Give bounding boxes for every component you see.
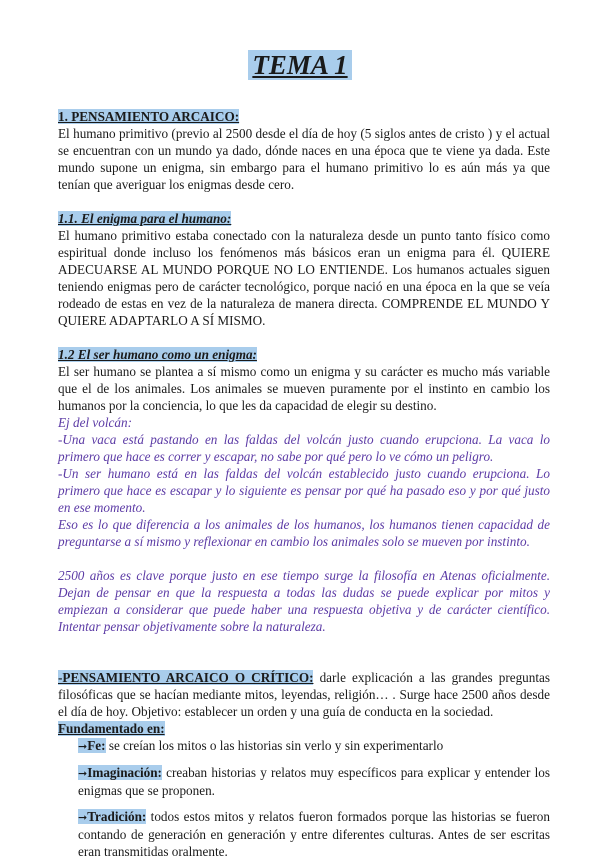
section-1-2-body: El ser humano se plantea a sí mismo como un enigma y su carácter es mucho más variable que el de los animales. Los animales se mueven puramente por el instinto en cambio los humanos por la conciencia, lo que les da capacidad de elegir su destino.	[58, 364, 550, 413]
fe-text: se creían los mitos o las historias sin verlo y sin experimentarlo	[105, 738, 444, 753]
based-on-heading: Fundamentado en:	[58, 721, 165, 736]
list-item-fe	[58, 737, 550, 755]
section-1-1-body: El humano primitivo estaba conectado con la naturaleza desde un punto tanto físico como espiritual donde incluso los fenómenos más básicos eran un enigma para él. QUIERE ADECUARSE AL MUNDO PORQUE NO LO ENTIENDE. Los humanos actuales siguen teniendo enigmas pero de carácter tecnológico, porque nació en una época en la que se veía rodeado de estas en vez de la naturaleza de manera directa. COMPRENDE EL MUNDO Y QUIERE ADAPTARLO A SÍ MISMO.	[58, 228, 550, 328]
example-cow: -Una vaca está pastando en las faldas del volcán justo cuando erupciona. La vaca lo primero que hace es correr y escapar, no sabe por qué pero lo ve cómo un peligro.	[58, 432, 550, 464]
section-2-heading: -PENSAMIENTO ARCAICO O CRÍTICO:	[58, 670, 314, 685]
list-item-imaginacion	[58, 764, 550, 799]
page-title: TEMA 1	[248, 50, 351, 80]
section-1	[58, 108, 550, 193]
imaginacion-text: creaban historias y relatos muy específicos para explicar y entender los enigmas que se proponen.	[78, 765, 550, 798]
section-1-heading: 1. PENSAMIENTO ARCAICO:	[58, 109, 240, 124]
section-2-paragraph	[58, 669, 550, 720]
section-1-2-heading: 1.2 El ser humano como un enigma:	[58, 347, 257, 362]
imaginacion-lead	[78, 765, 162, 780]
example-title: Ej del volcán:	[58, 415, 132, 430]
arrow-right-icon: ➞	[78, 740, 88, 753]
section-1-1	[58, 210, 550, 329]
document-content	[58, 108, 550, 860]
list-item-tradicion	[58, 808, 550, 860]
imaginacion-label: Imaginación:	[87, 765, 162, 780]
philosophy-note: 2500 años es clave porque justo en ese tiempo surge la filosofía en Atenas oficialmente. Dejan de pensar en que la respuesta a todas las dudas se puede explicar por mitos y empiezan a considerar que puede haber una respuesta objetiva y de carácter científico. Intentar pensar objetivamente sobre la naturaleza.	[58, 568, 550, 634]
example-conclusion: Eso es lo que diferencia a los animales de los humanos, los humanos tienen capacidad de preguntarse a sí mismo y reflexionar en cambio los animales solo se mueven por instinto.	[58, 517, 550, 549]
tradicion-lead	[78, 809, 146, 824]
title-wrap	[0, 0, 600, 88]
example-human: -Un ser humano está en las faldas del volcán establecido justo cuando erupciona. Lo primero que hace es escapar y lo siguiente es pensar por qué ha pasado eso y por qué justo en ese momento.	[58, 466, 550, 515]
section-1-body: El humano primitivo (previo al 2500 desde el día de hoy (5 siglos antes de cristo ) y el actual se encuentran con un mundo ya dado, dónde naces en una época que te viene ya dada. Este mundo supone un enigma, sin embargo para el humano primitivo lo es aún más ya que tenían que averiguar los enigmas desde cero.	[58, 126, 550, 192]
arrow-right-icon: ➞	[78, 811, 88, 824]
section-2-body: darle explicación a las grandes preguntas filosóficas que se hacían mediante mitos, leyendas, religión… . Surge hace 2500 años desde el día de hoy. Objetivo: establecer un orden y una guía de conducta en la sociedad.	[58, 670, 551, 719]
tradicion-label: Tradición:	[87, 809, 147, 824]
fe-lead	[78, 738, 106, 753]
section-1-1-heading: 1.1. El enigma para el humano:	[58, 211, 232, 226]
fe-label: Fe:	[87, 738, 106, 753]
section-1-2	[58, 346, 550, 635]
section-2	[58, 669, 550, 860]
tradicion-text: todos estos mitos y relatos fueron formados porque las historias se fueron contando de generación en generación y entre diferentes culturas. Antes de ser escritas eran transmitidas oralmente.	[78, 809, 550, 859]
arrow-right-icon: ➞	[78, 767, 88, 780]
